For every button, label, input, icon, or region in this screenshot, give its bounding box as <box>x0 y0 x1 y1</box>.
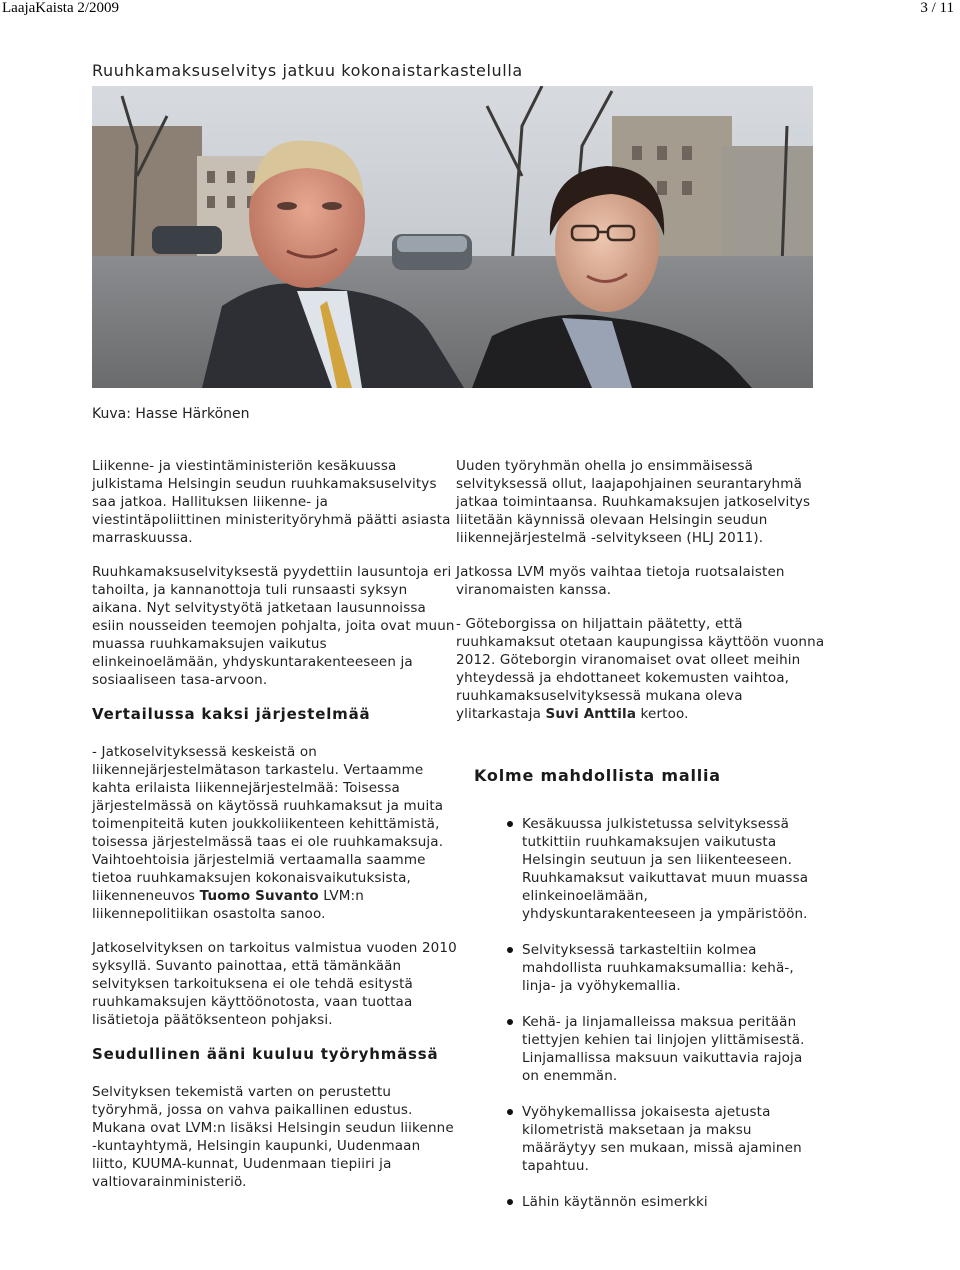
person-name-anttila: Suvi Anttila <box>545 706 637 722</box>
paragraph-intro: Liikenne- ja viestintäministeriön kesäkuussa julkistama Helsingin seudun ruuhkamaksuselvitys saa jatkoa. Hallituksen liikenne- ja viestintäpoliittinen ministerityöryhmä päätti asiasta marraskuussa. <box>92 458 451 546</box>
subheading-regional-voice: Seudullinen ääni kuuluu työryhmässä <box>92 1045 439 1063</box>
list-item: Vyöhykemallissa jokaisesta ajetusta kilometristä maksetaan ja maksu määräytyy sen mukaan, missä ajaminen tapahtuu. <box>522 1103 812 1175</box>
paragraph-statements: Ruuhkamaksuselvityksestä pyydettiin lausuntoja eri tahoilta, ja kannanottoja tuli runsaasti syksyn aikana. Nyt selvitystyötä jatketaan lausunnoissa esiin nousseiden teemojen pohjalta, joita ovat muun muassa ruuhkamaksujen vaikutus elinkeinoelämään, yhdyskuntarakenteeseen ja sosiaaliseen tasa-arvoon. <box>92 564 455 688</box>
paragraph-gothenburg-text-a: - Göteborgissa on hiljattain päätetty, että ruuhkamaksut otetaan kaupungissa käyttöön vuonna 2012. Göteborgin viranomaiset ovat olleet meihin yhteydessä ja ehdottaneet kokemusten vaihtoa, ruuhkamaksuselvityksessä mukana oleva ylitarkastaja <box>456 616 825 722</box>
article-title: Ruuhkamaksuselvitys jatkuu kokonaistarkastelulla <box>92 61 523 80</box>
article-photo <box>92 86 813 388</box>
subheading-comparison: Vertailussa kaksi järjestelmää <box>92 705 371 723</box>
sidebar-bullet-list <box>456 815 826 1211</box>
person-name-suvanto: Tuomo Suvanto <box>199 888 319 904</box>
list-item: Lähin käytännön esimerkki <box>522 1193 812 1211</box>
paragraph-schedule: Jatkoselvityksen on tarkoitus valmistua vuoden 2010 syksyllä. Suvanto painottaa, että tämänkään selvityksen tarkoituksena ei ole tehdä esitystä ruuhkamaksujen käyttöönotosta, vaan tuottaa lisätietoja päätöksenteon pohjaksi. <box>92 940 457 1028</box>
paragraph-swedish-exchange: Jatkossa LVM myös vaihtaa tietoja ruotsalaisten viranomaisten kanssa. <box>456 564 785 598</box>
list-item: Kesäkuussa julkistetussa selvityksessä tutkittiin ruuhkamaksujen vaikutusta Helsingin seutuun ja sen liikenteeseen. Ruuhkamaksut vaikuttavat muun muassa elinkeinoelämään, yhdyskuntarakenteeseen ja ympäristöön. <box>522 815 812 923</box>
paragraph-monitoring-group: Uuden työryhmän ohella jo ensimmäisessä selvityksessä ollut, laajapohjainen seurantaryhmä jatkaa toimintaansa. Ruuhkamaksujen jatkoselvitys liitetään käynnissä olevaan Helsingin seudun liikennejärjestelmä -selvitykseen (HLJ 2011). <box>456 458 811 546</box>
publication-name: LaajaKaista 2/2009 <box>2 0 120 16</box>
paragraph-comparison-text-b: LVM:n liikennepolitiikan osastolta sanoo. <box>92 888 364 922</box>
photo-caption: Kuva: Hasse Härkönen <box>92 406 250 422</box>
paragraph-working-group: Selvityksen tekemistä varten on perustettu työryhmä, jossa on vahva paikallinen edustus. Mukana ovat LVM:n lisäksi Helsingin seudun liikenne -kuntayhtymä, Helsingin kaupunki, Uudenmaan liitto, KUUMA-kunnat, Uudenmaan tiepiiri ja valtiovarainministeriö. <box>92 1084 454 1190</box>
left-column <box>92 457 457 1207</box>
photo-two-people-street <box>92 86 813 388</box>
paragraph-gothenburg-text-b: kertoo. <box>636 706 689 722</box>
paragraph-comparison <box>92 743 457 923</box>
list-item: Kehä- ja linjamalleissa maksua peritään tiettyjen kehien tai linjojen ylittämisestä. Linjamallissa maksuun vaikuttavia rajoja on enemmän. <box>522 1013 812 1085</box>
page-number: 3 / 11 <box>920 0 954 16</box>
paragraph-gothenburg <box>456 615 826 723</box>
paragraph-comparison-text-a: - Jatkoselvityksessä keskeistä on liikennejärjestelmätason tarkastelu. Vertaamme kahta erilaista liikennejärjestelmää: Toisessa järjestelmässä on käytössä ruuhkamaksut ja muita toimenpiteitä kuten joukkoliikenteen kehittämistä, toisessa järjestelmässä taas ei ole ruuhkamaksuja. Vaihtoehtoisia järjestelmiä vertaamalla saamme tietoa ruuhkamaksujen kokonaisvaikutuksista, liikenneneuvos <box>92 744 444 904</box>
list-item: Selvityksessä tarkasteltiin kolmea mahdollista ruuhkamaksumallia: kehä-, linja- ja vyöhykemallia. <box>522 941 812 995</box>
right-column <box>456 457 826 1229</box>
sidebar-title: Kolme mahdollista mallia <box>474 766 721 785</box>
